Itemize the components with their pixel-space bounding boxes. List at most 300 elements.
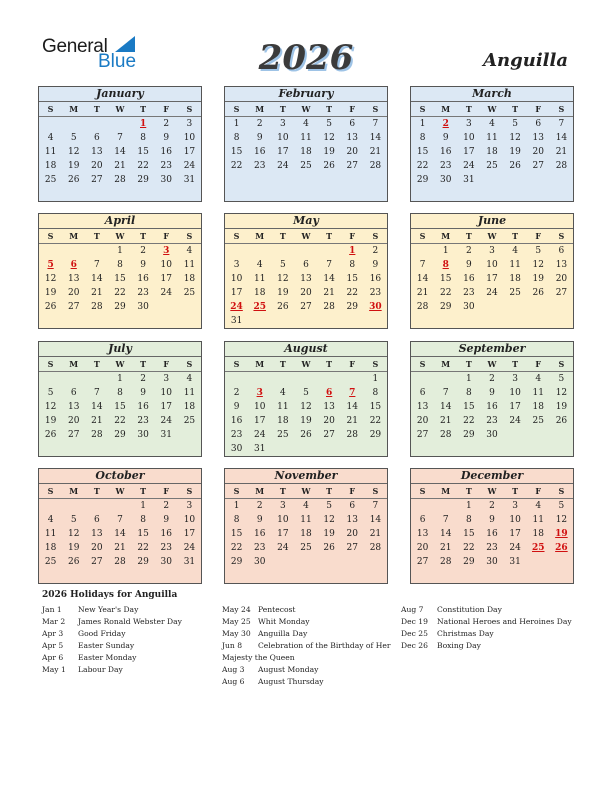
day-cell: 16 xyxy=(137,274,149,284)
day-cell: 9 xyxy=(140,260,146,270)
day-cell: 2 xyxy=(442,119,449,129)
empty-day-cell xyxy=(108,442,131,456)
weekday-header-row xyxy=(39,229,201,244)
day-cell: 22 xyxy=(114,288,126,298)
week-row xyxy=(39,286,201,300)
day-cell: 11 xyxy=(44,147,57,157)
day-cell: 10 xyxy=(230,274,243,284)
day-cell: 2 xyxy=(489,374,495,384)
day-cell: 18 xyxy=(300,529,312,539)
day-cell: 12 xyxy=(323,133,335,143)
holiday-row xyxy=(401,616,581,628)
empty-day-cell xyxy=(108,499,131,513)
weekday-header: F xyxy=(349,359,356,369)
day-cell: 1 xyxy=(349,246,356,256)
empty-day-cell xyxy=(62,569,85,583)
empty-day-cell xyxy=(85,442,108,456)
day-cell: 1 xyxy=(140,501,146,511)
empty-day-cell xyxy=(411,244,434,258)
week-row xyxy=(411,300,573,314)
empty-day-cell xyxy=(248,187,271,201)
day-cell: 13 xyxy=(555,260,568,270)
day-cell: 30 xyxy=(137,302,149,312)
month-title: October xyxy=(39,469,201,484)
weekday-header-row xyxy=(225,102,387,117)
day-cell: 10 xyxy=(160,388,172,398)
day-cell: 16 xyxy=(463,274,475,284)
month-august xyxy=(224,341,388,457)
day-cell: 8 xyxy=(117,388,123,398)
week-row xyxy=(225,244,387,258)
empty-day-cell xyxy=(225,372,248,386)
day-cell: 26 xyxy=(67,175,80,185)
day-cell: 17 xyxy=(509,402,521,412)
empty-day-cell xyxy=(271,569,294,583)
day-cell: 15 xyxy=(416,147,429,157)
weekday-header: F xyxy=(163,104,170,114)
day-cell: 13 xyxy=(416,529,429,539)
day-cell: 24 xyxy=(230,302,243,312)
holiday-name: James Ronald Webster Day xyxy=(78,617,182,626)
day-cell: 6 xyxy=(419,515,426,525)
day-cell: 22 xyxy=(439,288,452,298)
empty-day-cell xyxy=(527,442,550,456)
weekday-header: F xyxy=(163,231,170,241)
day-cell: 28 xyxy=(439,557,452,567)
week-row xyxy=(39,513,201,527)
day-cell: 19 xyxy=(509,147,521,157)
empty-day-cell xyxy=(457,314,480,328)
empty-day-cell xyxy=(504,428,527,442)
day-cell: 5 xyxy=(535,246,542,256)
week-row xyxy=(225,527,387,541)
week-row xyxy=(39,314,201,328)
weekday-header-row xyxy=(39,357,201,372)
weekday-header: F xyxy=(535,231,542,241)
weekday-header: T xyxy=(465,359,472,369)
day-cell: 20 xyxy=(91,161,103,171)
day-cell: 5 xyxy=(303,388,309,398)
empty-day-cell xyxy=(480,314,503,328)
weekday-header: T xyxy=(93,231,100,241)
day-cell: 1 xyxy=(233,119,240,129)
day-cell: 16 xyxy=(253,147,266,157)
day-cell: 31 xyxy=(160,430,172,440)
empty-day-cell xyxy=(550,555,573,569)
day-cell: 23 xyxy=(463,288,475,298)
empty-day-cell xyxy=(550,314,573,328)
weekday-header: M xyxy=(255,486,265,496)
day-cell: 20 xyxy=(67,416,80,426)
day-cell: 26 xyxy=(555,416,568,426)
day-cell: 4 xyxy=(279,388,286,398)
day-cell: 21 xyxy=(91,416,103,426)
weekday-header: S xyxy=(47,486,54,496)
day-cell: 11 xyxy=(253,274,266,284)
day-cell: 10 xyxy=(253,402,266,412)
empty-day-cell xyxy=(411,442,434,456)
day-cell: 28 xyxy=(91,430,103,440)
day-cell: 16 xyxy=(439,147,452,157)
weekday-header: T xyxy=(512,359,519,369)
day-cell: 14 xyxy=(323,274,335,284)
empty-day-cell xyxy=(527,173,550,187)
day-cell: 5 xyxy=(70,515,77,525)
day-cell: 31 xyxy=(253,444,266,454)
day-cell: 2 xyxy=(256,119,263,129)
empty-day-cell xyxy=(271,442,294,456)
holiday-date: Aug 7 xyxy=(401,605,424,614)
weekday-header: M xyxy=(69,486,79,496)
day-cell: 1 xyxy=(465,501,472,511)
day-cell: 14 xyxy=(555,133,568,143)
day-cell: 28 xyxy=(91,302,103,312)
empty-day-cell xyxy=(411,314,434,328)
empty-day-cell xyxy=(341,173,364,187)
holiday-row xyxy=(42,616,222,628)
empty-day-cell xyxy=(62,244,85,258)
empty-day-cell xyxy=(550,300,573,314)
empty-day-cell xyxy=(480,442,503,456)
empty-day-cell xyxy=(132,442,155,456)
holiday-row xyxy=(401,604,581,616)
day-cell: 11 xyxy=(44,529,57,539)
day-cell: 25 xyxy=(277,430,289,440)
weekday-header: F xyxy=(535,104,542,114)
country-title: Anguilla xyxy=(483,50,568,71)
day-cell: 22 xyxy=(137,161,149,171)
day-cell: 28 xyxy=(323,302,335,312)
week-row xyxy=(411,386,573,400)
day-cell: 11 xyxy=(300,515,312,525)
day-cell: 22 xyxy=(230,161,243,171)
week-row xyxy=(39,300,201,314)
holiday-column xyxy=(42,604,222,676)
day-cell: 23 xyxy=(369,288,382,298)
day-cell: 1 xyxy=(117,246,123,256)
month-title: April xyxy=(39,214,201,229)
day-cell: 17 xyxy=(463,147,475,157)
day-cell: 14 xyxy=(369,515,382,525)
empty-day-cell xyxy=(550,569,573,583)
weekday-header: S xyxy=(186,104,193,114)
day-cell: 30 xyxy=(230,444,243,454)
empty-day-cell xyxy=(225,173,248,187)
day-cell: 10 xyxy=(486,260,498,270)
empty-day-cell xyxy=(318,173,341,187)
empty-day-cell xyxy=(85,372,108,386)
day-cell: 30 xyxy=(463,302,475,312)
weekday-header: F xyxy=(163,486,170,496)
day-cell: 6 xyxy=(93,133,100,143)
day-cell: 13 xyxy=(67,402,80,412)
day-cell: 3 xyxy=(256,388,263,398)
day-cell: 14 xyxy=(114,147,126,157)
empty-day-cell xyxy=(318,244,341,258)
day-cell: 15 xyxy=(114,402,126,412)
day-cell: 25 xyxy=(486,161,498,171)
empty-day-cell xyxy=(155,187,178,201)
empty-day-cell xyxy=(550,187,573,201)
holiday-date: Apr 6 xyxy=(42,653,64,662)
holiday-row xyxy=(42,652,222,664)
day-cell: 9 xyxy=(163,133,170,143)
weekday-header: S xyxy=(372,231,379,241)
month-title: February xyxy=(225,87,387,102)
month-december xyxy=(410,468,574,584)
weekday-header: W xyxy=(301,359,311,369)
day-cell: 27 xyxy=(300,302,312,312)
day-cell: 30 xyxy=(160,175,172,185)
day-cell: 17 xyxy=(253,416,266,426)
holiday-name: Anguilla Day xyxy=(258,629,308,638)
weekday-header: F xyxy=(163,359,170,369)
empty-day-cell xyxy=(411,372,434,386)
empty-day-cell xyxy=(550,428,573,442)
empty-day-cell xyxy=(318,569,341,583)
day-cell: 12 xyxy=(277,274,289,284)
day-cell: 16 xyxy=(253,529,266,539)
day-cell: 19 xyxy=(44,288,57,298)
weekday-header: T xyxy=(140,104,147,114)
empty-day-cell xyxy=(341,555,364,569)
day-cell: 6 xyxy=(326,388,333,398)
day-cell: 29 xyxy=(230,557,243,567)
day-cell: 30 xyxy=(160,557,172,567)
day-cell: 16 xyxy=(486,402,498,412)
empty-day-cell xyxy=(527,314,550,328)
day-cell: 14 xyxy=(91,274,103,284)
day-cell: 20 xyxy=(416,543,429,553)
holiday-name: Easter Monday xyxy=(78,653,137,662)
holiday-date: Jan 1 xyxy=(42,605,62,614)
day-cell: 24 xyxy=(509,416,521,426)
day-cell: 6 xyxy=(419,388,426,398)
day-cell: 8 xyxy=(117,260,123,270)
weekday-header: M xyxy=(69,231,79,241)
month-title: March xyxy=(411,87,573,102)
day-cell: 1 xyxy=(419,119,426,129)
empty-day-cell xyxy=(294,187,317,201)
day-cell: 5 xyxy=(512,119,518,129)
day-cell: 30 xyxy=(486,430,498,440)
empty-day-cell xyxy=(504,173,527,187)
day-cell: 14 xyxy=(369,133,382,143)
day-cell: 2 xyxy=(140,374,146,384)
week-row xyxy=(39,555,201,569)
day-cell: 6 xyxy=(349,501,356,511)
weekday-header: T xyxy=(326,231,333,241)
day-cell: 18 xyxy=(253,288,266,298)
day-cell: 24 xyxy=(160,416,172,426)
week-row xyxy=(225,173,387,187)
day-cell: 7 xyxy=(419,260,426,270)
day-cell: 1 xyxy=(233,501,240,511)
weekday-header: T xyxy=(140,231,147,241)
week-row xyxy=(411,428,573,442)
weekday-header: S xyxy=(419,231,426,241)
weekday-header: S xyxy=(558,359,565,369)
month-title: December xyxy=(411,469,573,484)
weekday-header-row xyxy=(225,357,387,372)
weekday-header-row xyxy=(411,357,573,372)
week-row xyxy=(39,428,201,442)
week-row xyxy=(225,513,387,527)
day-cell: 18 xyxy=(300,147,312,157)
day-cell: 19 xyxy=(67,543,80,553)
day-cell: 20 xyxy=(346,147,358,157)
day-cell: 29 xyxy=(346,302,358,312)
day-cell: 1 xyxy=(140,119,147,129)
day-cell: 12 xyxy=(323,515,335,525)
empty-day-cell xyxy=(155,442,178,456)
week-row xyxy=(225,442,387,456)
day-cell: 15 xyxy=(230,147,243,157)
day-cell: 10 xyxy=(183,515,196,525)
day-cell: 26 xyxy=(277,302,289,312)
weekday-header: S xyxy=(47,231,54,241)
day-cell: 22 xyxy=(230,543,243,553)
weekday-header: T xyxy=(140,486,147,496)
day-cell: 10 xyxy=(277,515,289,525)
holiday-name: Good Friday xyxy=(78,629,126,638)
holiday-name: August Monday xyxy=(258,665,319,674)
weekday-header: F xyxy=(535,486,542,496)
day-cell: 5 xyxy=(558,374,565,384)
holiday-column xyxy=(401,604,581,652)
weekday-header: S xyxy=(372,104,379,114)
day-cell: 28 xyxy=(439,430,452,440)
weekday-header: F xyxy=(535,359,542,369)
empty-day-cell xyxy=(108,569,131,583)
weekday-header: W xyxy=(301,231,311,241)
day-cell: 5 xyxy=(326,119,332,129)
day-cell: 28 xyxy=(114,175,126,185)
holiday-date: Dec 19 xyxy=(401,617,428,626)
day-cell: 29 xyxy=(463,430,475,440)
weekday-header: T xyxy=(512,486,519,496)
day-cell: 4 xyxy=(489,119,495,129)
week-row xyxy=(39,117,201,131)
holiday-date: Apr 3 xyxy=(42,629,64,638)
day-cell: 14 xyxy=(91,402,103,412)
weekday-header: M xyxy=(69,104,79,114)
holiday-date: Mar 2 xyxy=(42,617,66,626)
day-cell: 26 xyxy=(532,288,544,298)
day-cell: 4 xyxy=(512,246,518,256)
empty-day-cell xyxy=(527,555,550,569)
weekday-header: S xyxy=(47,359,54,369)
empty-day-cell xyxy=(480,187,503,201)
weekday-header: S xyxy=(47,104,54,114)
day-cell: 15 xyxy=(463,402,475,412)
day-cell: 8 xyxy=(372,388,379,398)
weekday-header: T xyxy=(326,104,333,114)
day-cell: 30 xyxy=(253,557,266,567)
empty-day-cell xyxy=(364,187,387,201)
holiday-date: May 1 xyxy=(42,665,66,674)
day-cell: 26 xyxy=(44,430,57,440)
day-cell: 7 xyxy=(326,260,332,270)
day-cell: 27 xyxy=(555,288,568,298)
empty-day-cell xyxy=(457,187,480,201)
week-row xyxy=(39,244,201,258)
week-row xyxy=(411,272,573,286)
week-row xyxy=(225,372,387,386)
day-cell: 11 xyxy=(183,388,196,398)
day-cell: 17 xyxy=(230,288,243,298)
empty-day-cell xyxy=(132,187,155,201)
empty-day-cell xyxy=(85,499,108,513)
empty-day-cell xyxy=(248,173,271,187)
year-title: 2026 xyxy=(258,38,354,78)
day-cell: 18 xyxy=(532,529,544,539)
day-cell: 15 xyxy=(230,529,243,539)
day-cell: 14 xyxy=(439,402,452,412)
weekday-header: S xyxy=(558,231,565,241)
day-cell: 27 xyxy=(346,161,358,171)
empty-day-cell xyxy=(527,300,550,314)
day-cell: 12 xyxy=(67,147,80,157)
day-cell: 19 xyxy=(277,288,289,298)
day-cell: 11 xyxy=(509,260,521,270)
weekday-header-row xyxy=(411,102,573,117)
week-row xyxy=(225,145,387,159)
weekday-header: T xyxy=(512,231,519,241)
day-cell: 7 xyxy=(442,515,449,525)
week-row xyxy=(411,145,573,159)
month-may xyxy=(224,213,388,329)
logo-word-general: General xyxy=(42,36,108,57)
empty-day-cell xyxy=(62,314,85,328)
weekday-header-row xyxy=(411,484,573,499)
day-cell: 5 xyxy=(279,260,286,270)
month-title: July xyxy=(39,342,201,357)
weekday-header: T xyxy=(465,104,472,114)
day-cell: 12 xyxy=(555,388,568,398)
day-cell: 3 xyxy=(279,501,286,511)
day-cell: 14 xyxy=(114,529,126,539)
day-cell: 30 xyxy=(369,302,382,312)
day-cell: 8 xyxy=(233,133,240,143)
day-cell: 2 xyxy=(465,246,472,256)
empty-day-cell xyxy=(318,442,341,456)
holiday-row xyxy=(222,664,402,676)
weekday-header: T xyxy=(140,359,147,369)
day-cell: 17 xyxy=(509,529,521,539)
day-cell: 3 xyxy=(163,246,170,256)
month-september xyxy=(410,341,574,457)
week-row xyxy=(225,300,387,314)
day-cell: 1 xyxy=(442,246,449,256)
day-cell: 21 xyxy=(323,288,335,298)
day-cell: 3 xyxy=(512,501,518,511)
day-cell: 18 xyxy=(532,402,544,412)
empty-day-cell xyxy=(411,499,434,513)
day-cell: 3 xyxy=(233,260,240,270)
day-cell: 17 xyxy=(183,147,196,157)
week-row xyxy=(411,414,573,428)
day-cell: 25 xyxy=(509,288,521,298)
empty-day-cell xyxy=(225,244,248,258)
week-row xyxy=(225,131,387,145)
week-row xyxy=(411,187,573,201)
holiday-date: Dec 26 xyxy=(401,641,428,650)
empty-day-cell xyxy=(504,300,527,314)
month-january xyxy=(38,86,202,202)
day-cell: 27 xyxy=(532,161,544,171)
month-june xyxy=(410,213,574,329)
